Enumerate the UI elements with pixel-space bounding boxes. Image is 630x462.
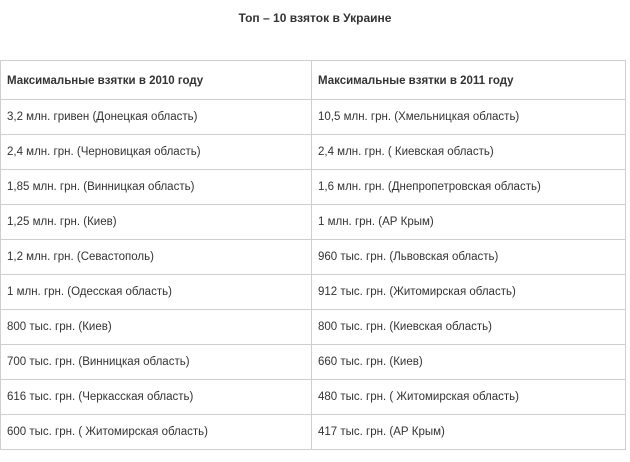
- table-row: [1, 345, 626, 380]
- cell-2011: 2,4 млн. грн. ( Киевская область): [312, 135, 626, 170]
- cell-2010: 800 тыс. грн. (Киев): [1, 310, 312, 345]
- cell-2010: 1,2 млн. грн. (Севастополь): [1, 240, 312, 275]
- cell-2010: 1,85 млн. грн. (Винницкая область): [1, 170, 312, 205]
- cell-2010: 3,2 млн. гривен (Донецкая область): [1, 100, 312, 135]
- table-row: [1, 100, 626, 135]
- table-row: [1, 380, 626, 415]
- table-row: [1, 205, 626, 240]
- cell-2010: 700 тыс. грн. (Винницкая область): [1, 345, 312, 380]
- cell-2010: 616 тыс. грн. (Черкасская область): [1, 380, 312, 415]
- page-title: Топ – 10 взяток в Украине: [238, 11, 392, 25]
- cell-2010: 2,4 млн. грн. (Черновицкая область): [1, 135, 312, 170]
- table-header-row: [1, 61, 626, 100]
- cell-2011: 660 тыс. грн. (Киев): [312, 345, 626, 380]
- cell-2011: 417 тыс. грн. (АР Крым): [312, 415, 626, 450]
- header-2011: Максимальные взятки в 2011 году: [312, 61, 626, 100]
- table-row: [1, 240, 626, 275]
- cell-2011: 960 тыс. грн. (Львовская область): [312, 240, 626, 275]
- header-2010: Максимальные взятки в 2010 году: [1, 61, 312, 100]
- cell-2010: 1 млн. грн. (Одесская область): [1, 275, 312, 310]
- table-row: [1, 135, 626, 170]
- bribes-table: [0, 60, 626, 450]
- cell-2011: 10,5 млн. грн. (Хмельницкая область): [312, 100, 626, 135]
- cell-2010: 600 тыс. грн. ( Житомирская область): [1, 415, 312, 450]
- table-row: [1, 275, 626, 310]
- cell-2010: 1,25 млн. грн. (Киев): [1, 205, 312, 240]
- cell-2011: 912 тыс. грн. (Житомирская область): [312, 275, 626, 310]
- cell-2011: 1 млн. грн. (АР Крым): [312, 205, 626, 240]
- cell-2011: 1,6 млн. грн. (Днепропетровская область): [312, 170, 626, 205]
- table-row: [1, 415, 626, 450]
- table-row: [1, 310, 626, 345]
- cell-2011: 800 тыс. грн. (Киевская область): [312, 310, 626, 345]
- table-row: [1, 170, 626, 205]
- cell-2011: 480 тыс. грн. ( Житомирская область): [312, 380, 626, 415]
